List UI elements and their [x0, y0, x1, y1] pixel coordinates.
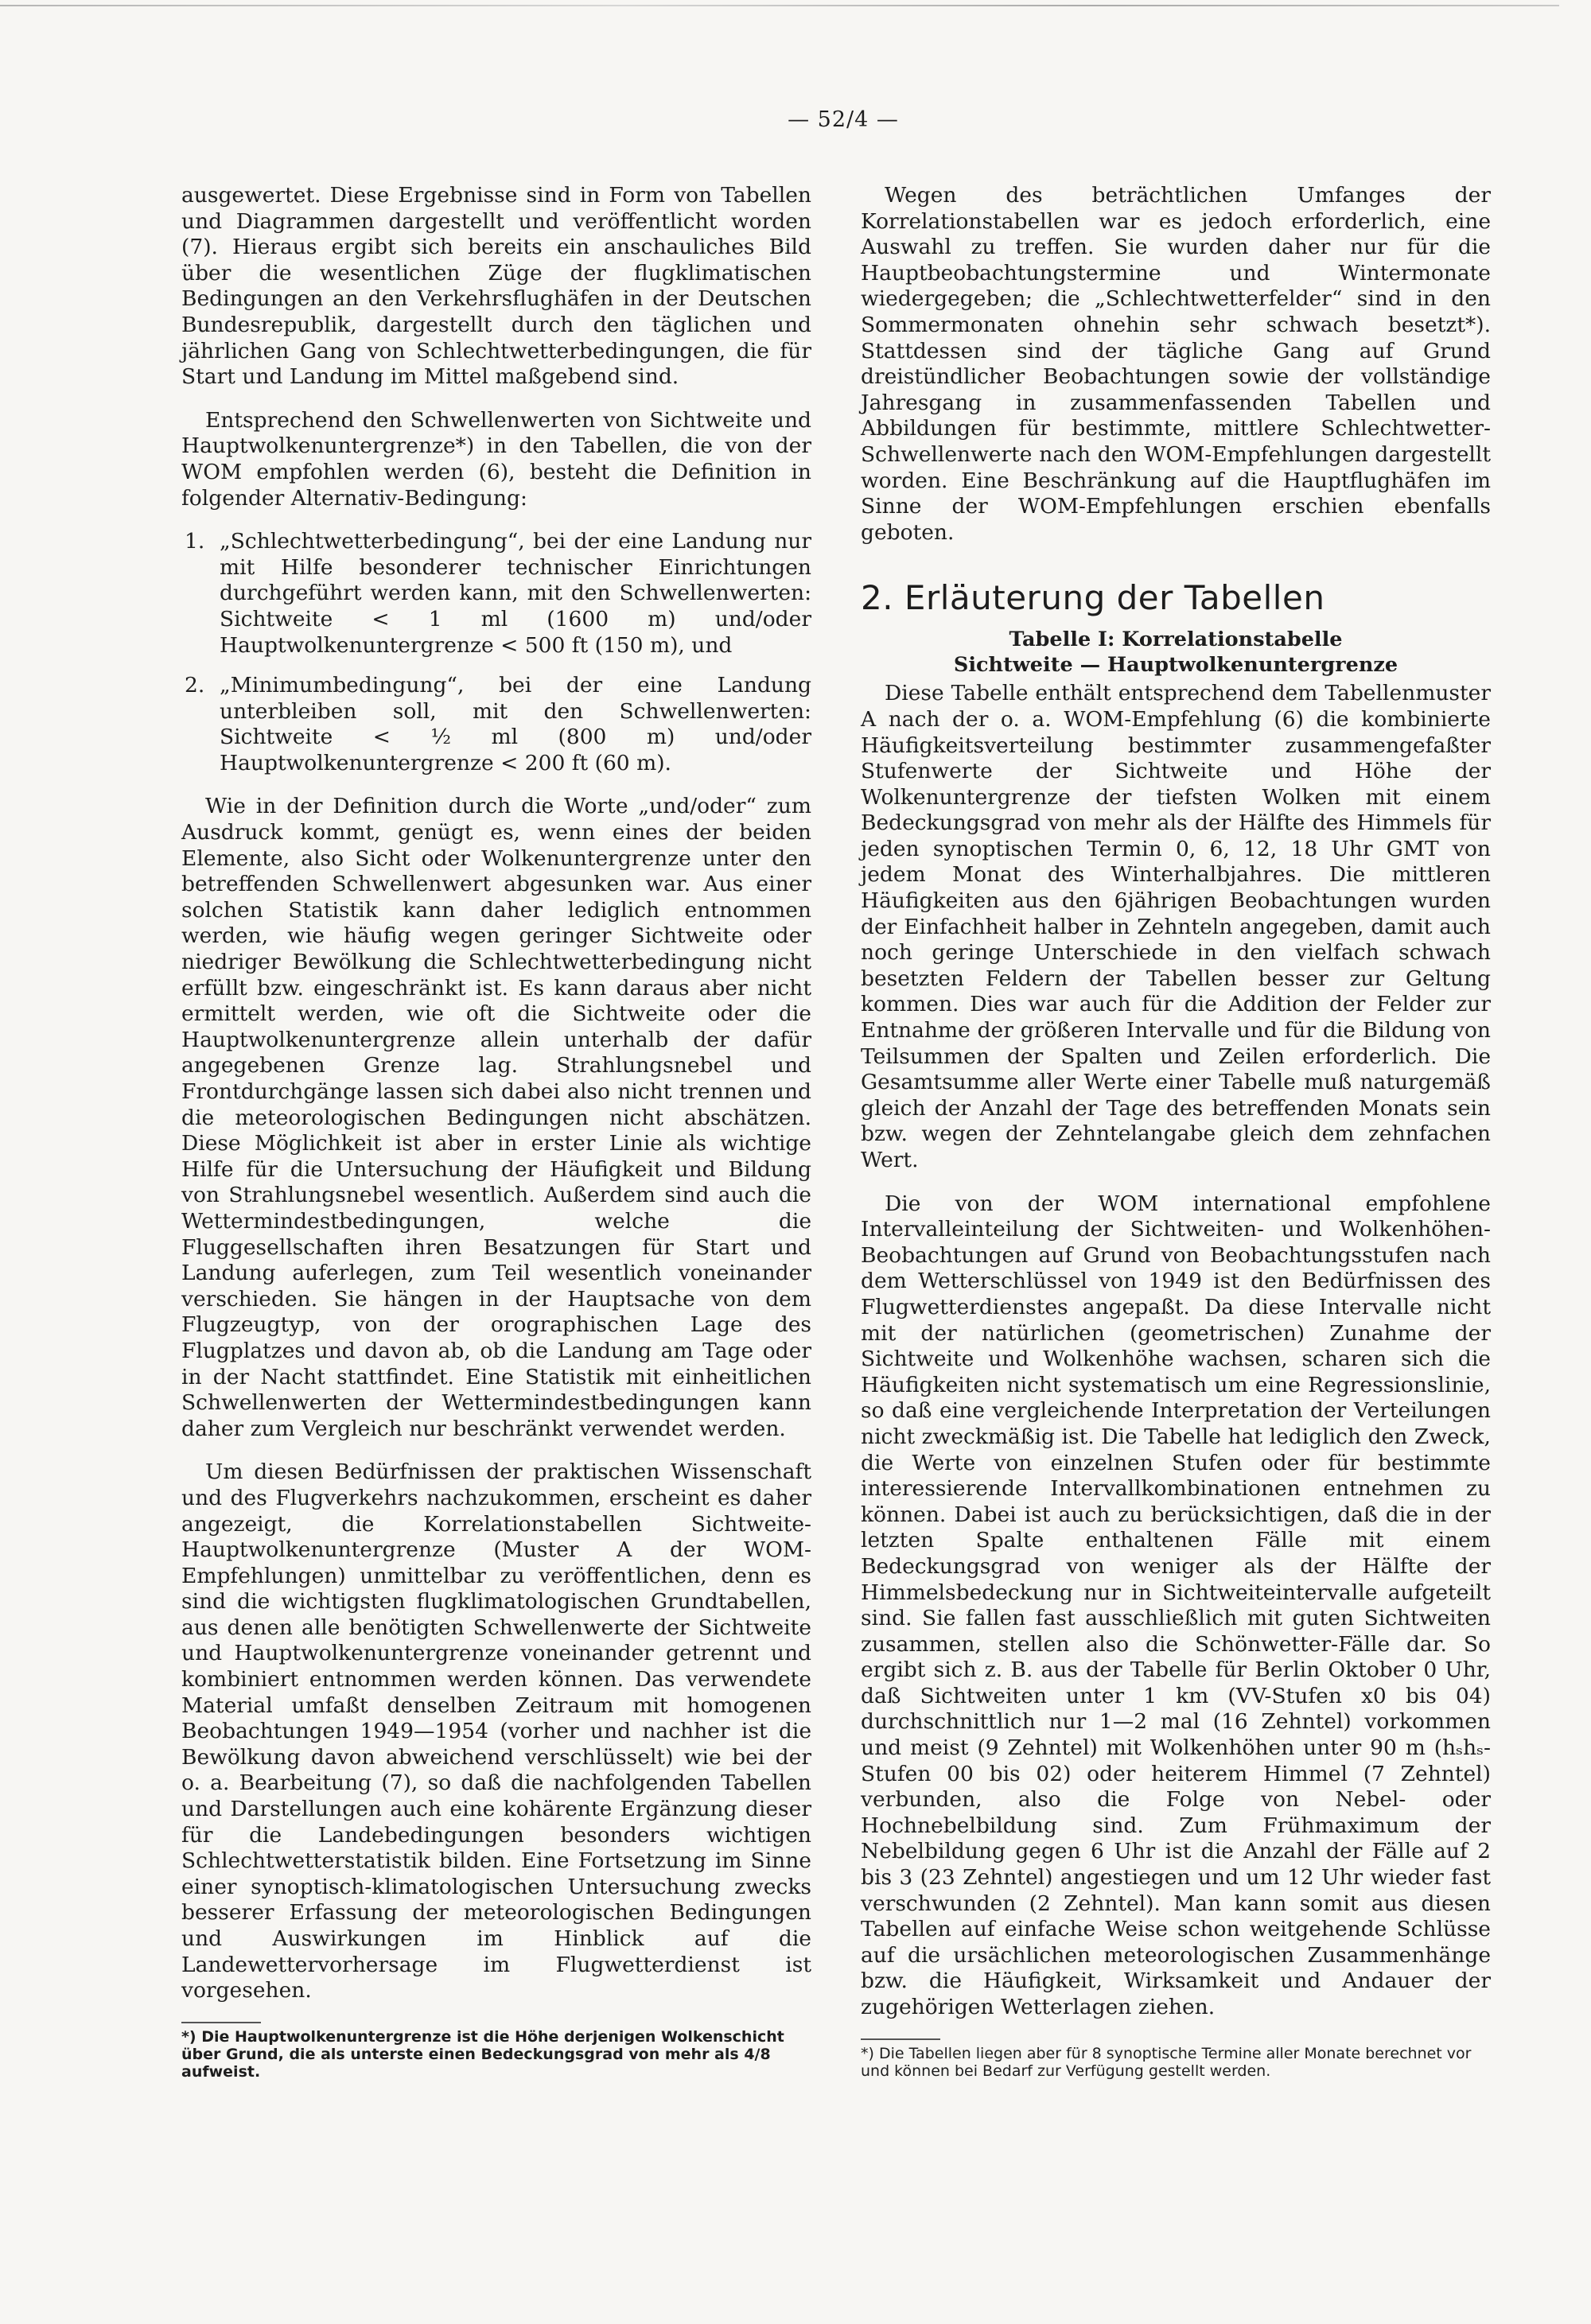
- right-column: [861, 183, 1491, 2080]
- list-number: 2.: [185, 673, 205, 698]
- paragraph: ausgewertet. Diese Ergebnisse sind in Form von Tabellen und Diagrammen dargestellt und veröffentlicht worden (7). Hieraus ergibt sich bereits ein anschauliches Bild über die wesentlichen Züge der flugklimatischen Bedingungen an den Verkehrsflughäfen in der Deutschen Bundesrepublik, dargestellt durch den täglichen und jährlichen Gang von Schlechtwetterbedingungen, die für Start und Landung im Mittel maßgebend sind.: [181, 183, 811, 390]
- definition-text: „Minimumbedingung“, bei der eine Landung unterbleiben soll, mit den Schwellenwerten: Sichtweite < ½ ml (800 m) und/oder Hauptwolkenuntergrenze < 200 ft (60 m).: [220, 673, 811, 775]
- section-heading: 2. Erläuterung der Tabellen: [861, 578, 1325, 618]
- table-subtitle: Sichtweite — Hauptwolkenuntergrenze: [953, 653, 1398, 678]
- paragraph: Wegen des beträchtlichen Umfanges der Korrelationstabellen war es jedoch erforderlich, eine Auswahl zu treffen. Sie wurden daher nur für die Hauptbeobachtungstermine und Wintermonate wiedergegeben; die „Schlechtwetterfelder“ sind in den Sommermonaten ohnehin sehr schwach besetzt*). Stattdessen sind der tägliche Gang auf Grund dreistündlicher Beobachtungen sowie der vollständige Jahresgang in zusammenfassenden Tabellen und Abbildungen für bestimmte, mittlere Schlechtwetter-Schwellenwerte nach den WOM-Empfehlungen dargestellt worden. Eine Beschränkung auf die Hauptflughäfen im Sinne der WOM-Empfehlungen erschien ebenfalls geboten.: [861, 183, 1491, 545]
- paragraph: Die von der WOM international empfohlene Intervalleinteilung der Sichtweiten- und Wolkenhöhen-Beobachtungen auf Grund von Beobachtungsstufen nach dem Wetterschlüssel von 1949 ist den Bedürfnissen des Flugwetterdienstes angepaßt. Da diese Intervalle nicht mit der natürlichen (geometrischen) Zunahme der Sichtweite und Wolkenhöhe wachsen, scharen sich die Häufigkeiten nicht systematisch um eine Regressionslinie, so daß eine vergleichende Interpretation der Verteilungen nicht zweckmäßig ist. Die Tabelle hat lediglich den Zweck, die Werte von einzelnen Stufen oder für bestimmte interessierende Intervallkombinationen entnehmen zu können. Dabei ist auch zu berücksichtigen, daß die in der letzten Spalte enthaltenen Fälle mit einem Bedeckungsgrad von weniger als der Hälfte der Himmelsbedeckung nur in Sichtweiteintervalle aufgeteilt sind. Sie fallen fast ausschließlich mit guten Sichtweiten zusammen, stellen also die Schönwetter-Fälle dar. So ergibt sich z. B. aus der Tabelle für Berlin Oktober 0 Uhr, daß Sichtweiten unter 1 km (VV-Stufen x0 bis 04) durchschnittlich nur 1—2 mal (16 Zehntel) vorkommen und meist (9 Zehntel) mit Wolkenhöhen unter 90 m (hₛhₛ-Stufen 00 bis 02) oder heiterem Himmel (7 Zehntel) verbunden, also die Folge von Nebel- oder Hochnebelbildung sind. Zum Frühmaximum der Nebelbildung gegen 6 Uhr ist die Anzahl der Fälle auf 2 bis 3 (23 Zehntel) angestiegen und um 12 Uhr wieder fast verschwunden (2 Zehntel). Man kann somit aus diesen Tabellen auf einfache Weise schon weitgehende Schlüsse auf die ursächlichen meteorologischen Zusammenhänge bzw. die Häufigkeit, Wirksamkeit und Andauer der zugehörigen Wetterlagen ziehen.: [861, 1191, 1491, 2019]
- footnote: *) Die Tabellen liegen aber für 8 synoptische Termine aller Monate berechnet vor und können bei Bedarf zur Verfügung gestellt werden.: [861, 2044, 1472, 2080]
- list-number: 1.: [185, 529, 205, 554]
- paragraph: Entsprechend den Schwellenwerten von Sichtweite und Hauptwolkenuntergrenze*) in den Tabellen, die von der WOM empfohlen werden (6), besteht die Definition in folgender Alternativ-Bedingung:: [181, 407, 811, 511]
- definition-item: [181, 529, 811, 659]
- page-number: — 52/4 —: [788, 107, 899, 132]
- paragraph: Wie in der Definition durch die Worte „und/oder“ zum Ausdruck kommt, genügt es, wenn eines der beiden Elemente, also Sicht oder Wolkenuntergrenze unter den betreffenden Schwellenwert abgesunken war. Aus einer solchen Statistik kann daher lediglich entnommen werden, wie häufig wegen geringer Sichtweite oder niedriger Bewölkung die Schlechtwetterbedingung nicht erfüllt bzw. eingeschränkt ist. Es kann daraus aber nicht ermittelt werden, wie oft die Sichtweite oder die Hauptwolkenuntergrenze allein unterhalb der dafür angegebenen Grenze lag. Strahlungsnebel und Frontdurchgänge lassen sich dabei also nicht trennen und die meteorologischen Bedingungen nicht abschätzen. Diese Möglichkeit ist aber in erster Linie als wichtige Hilfe für die Untersuchung der Häufigkeit und Bildung von Strahlungsnebel wesentlich. Außerdem sind auch die Wettermindestbedingungen, welche die Fluggesellschaften ihren Besatzungen für Start und Landung auferlegen, zum Teil wesentlich voneinander verschieden. Sie hängen in der Hauptsache von dem Flugzeugtyp, von der orographischen Lage des Flugplatzes und davon ab, ob die Landung am Tage oder in der Nacht stattfindet. Eine Statistik mit einheitlichen Schwellenwerten der Wettermindestbedingungen kann daher zum Vergleich nur beschränkt verwendet werden.: [181, 794, 811, 1441]
- footnote: *) Die Hauptwolkenuntergrenze ist die Höhe derjenigen Wolkenschicht über Grund, die als unterste einen Bedeckungsgrad von mehr als 4/8 aufweist.: [181, 2027, 784, 2081]
- footnote-divider: [861, 2038, 940, 2040]
- definition-item: [181, 673, 811, 776]
- scan-top-edge: [0, 5, 1559, 6]
- table-title: Tabelle I: Korrelationstabelle: [1009, 628, 1343, 652]
- footnote-divider: [181, 2022, 261, 2023]
- paragraph: Um diesen Bedürfnissen der praktischen Wissenschaft und des Flugverkehrs nachzukommen, erscheint es daher angezeigt, die Korrelationstabellen Sichtweite-Hauptwolkenuntergrenze (Muster A der WOM-Empfehlungen) unmittelbar zu veröffentlichen, denn es sind die wichtigsten flugklimatologischen Grundtabellen, aus denen alle benötigten Schwellenwerte der Sichtweite und Hauptwolkenuntergrenze voneinander getrennt und kombiniert entnommen werden können. Das verwendete Material umfaßt denselben Zeitraum mit homogenen Beobachtungen 1949—1954 (vorher und nachher ist die Bewölkung davon abweichend verschlüsselt) wie bei der o. a. Bearbeitung (7), so daß die nachfolgenden Tabellen und Darstellungen auch eine kohärente Ergänzung dieser für die Landebedingungen besonders wichtigen Schlechtwetterstatistik bilden. Eine Fortsetzung im Sinne einer synoptisch-klimatologischen Untersuchung zwecks besserer Erfassung der meteorologischen Bedingungen und Auswirkungen im Hinblick auf die Landewettervorhersage im Flugwetterdienst ist vorgesehen.: [181, 1459, 811, 2003]
- definition-text: „Schlechtwetterbedingung“, bei der eine Landung nur mit Hilfe besonderer technischer Einrichtungen durchgeführt werden kann, mit den Schwellenwerten: Sichtweite < 1 ml (1600 m) und/oder Hauptwolkenuntergrenze < 500 ft (150 m), und: [220, 529, 811, 658]
- paragraph: Diese Tabelle enthält entsprechend dem Tabellenmuster A nach der o. a. WOM-Empfehlung (6) die kombinierte Häufigkeitsverteilung bestimmter zusammengefaßter Stufenwerte der Sichtweite und Höhe der Wolkenuntergrenze der tiefsten Wolken mit einem Bedeckungsgrad von mehr als der Hälfte des Himmels für jeden synoptischen Termin 0, 6, 12, 18 Uhr GMT von jedem Monat des Winterhalbjahres. Die mittleren Häufigkeiten aus den 6jährigen Beobachtungen wurden der Einfachheit halber in Zehnteln angegeben, damit auch noch geringe Unterschiede in den vielfach schwach besetzten Feldern der Tabellen besser zur Geltung kommen. Dies war auch für die Addition der Felder zur Entnahme der größeren Intervalle und für die Bildung von Teilsummen der Spalten und Zeilen erforderlich. Die Gesamtsumme aller Werte einer Tabelle muß naturgemäß gleich der Anzahl der Tage des betreffenden Monats sein bzw. wegen der Zehntelangabe gleich dem zehnfachen Wert.: [861, 681, 1491, 1172]
- left-column: [181, 183, 811, 2081]
- definition-list: [181, 529, 811, 776]
